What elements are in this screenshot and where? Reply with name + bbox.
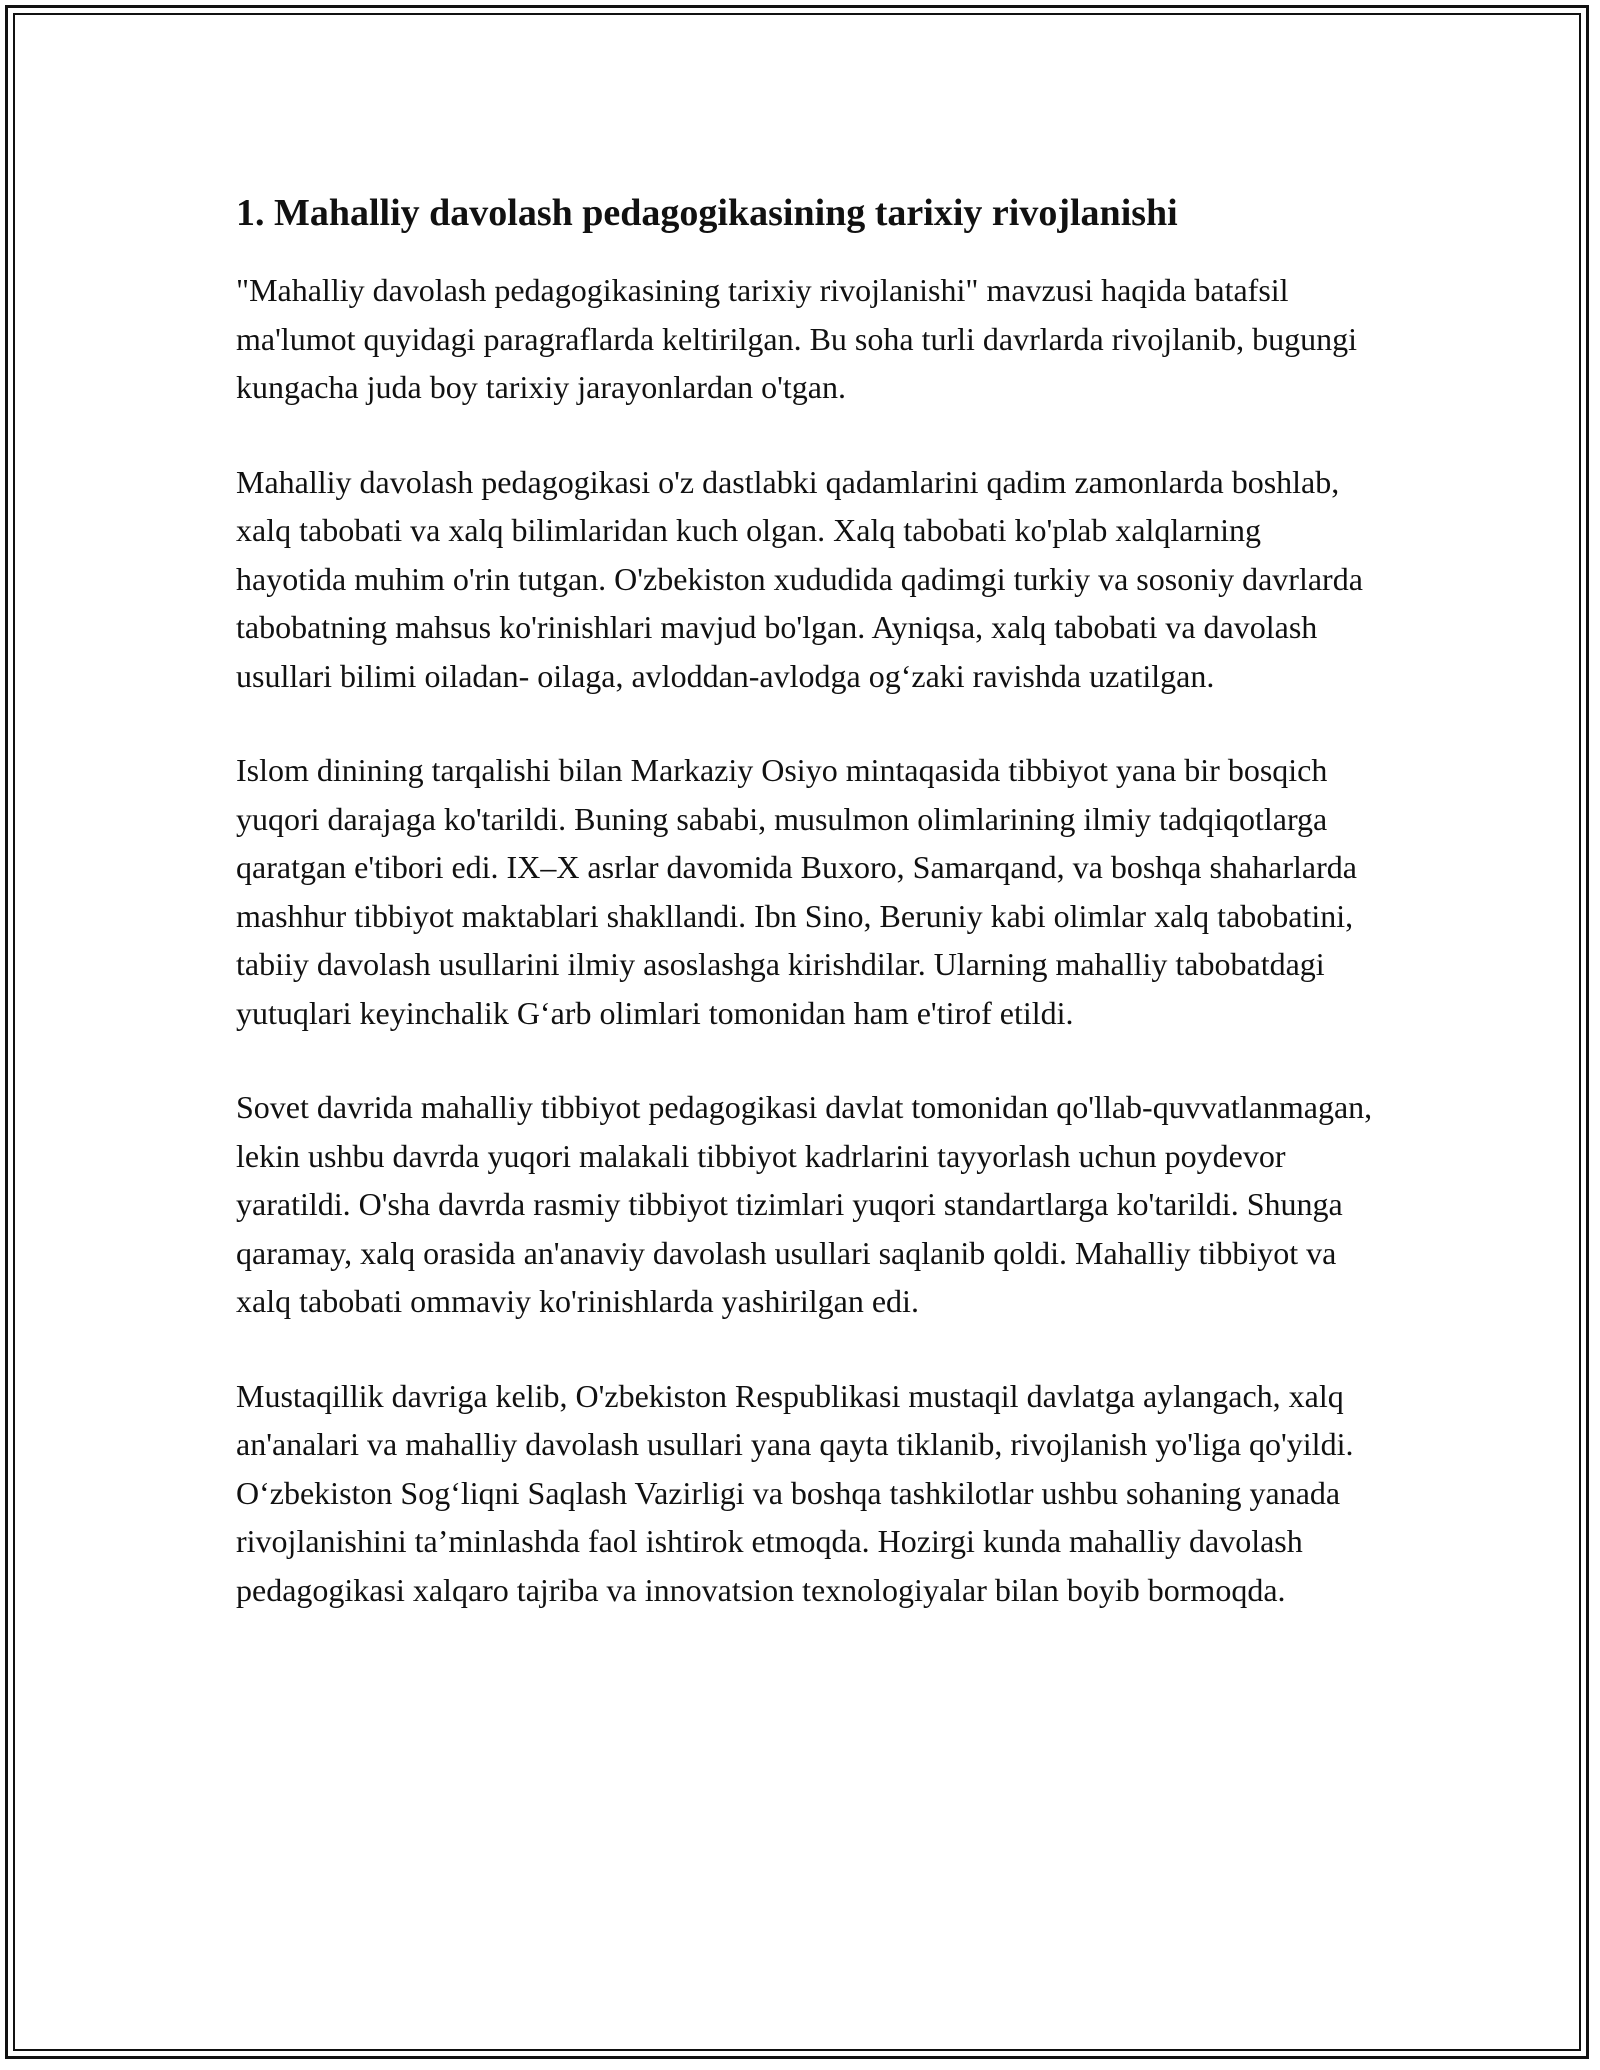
paragraph-intro: "Mahalliy davolash pedagogikasining tarixiy rivojlanishi" mavzusi haqida batafsil ma'lumot quyidagi paragraflarda keltirilgan. Bu soha turli davrlarda rivojlanib, bugungi kungacha juda boy tarixiy jarayonlardan o'tgan. <box>236 272 1358 405</box>
paragraph-soviet-period: Sovet davrida mahalliy tibbiyot pedagogikasi davlat tomonidan qo'llab-quvvatlanmagan, lekin ushbu davrda yuqori malakali tibbiyot kadrlarini tayyorlash uchun poydevor yaratildi. O'sha davrda rasmiy tibbiyot tizimlari yuqori standartlarga ko'tarildi. Shunga qaramay, xalq orasida an'anaviy davolash usullari saqlanib qoldi. Mahalliy tibbiyot va xalq tabobati ommaviy ko'rinishlarda yashirilgan edi. <box>236 1089 1373 1319</box>
paragraph-islamic-period: Islom dinining tarqalishi bilan Markaziy Osiyo mintaqasida tibbiyot yana bir bosqich yuqori darajaga ko'tarildi. Buning sababi, musulmon olimlarining ilmiy tadqiqotlarga qaratgan e'tibori edi. IX–X asrlar davomida Buxoro, Samarqand, va boshqa shaharlarda mashhur tibbiyot maktablari shakllandi. Ibn Sino, Beruniy kabi olimlar xalq tabobatini, tabiiy davolash usullarini ilmiy asoslashga kirishdilar. Ularning mahalliy tabobatdagi yutuqlari keyinchalik G‘arb olimlari tomonidan ham e'tirof etildi. <box>236 752 1357 1031</box>
section-heading: 1. Mahalliy davolash pedagogikasining tarixiy rivojlanishi <box>236 192 1178 234</box>
paragraph-independence-period: Mustaqillik davriga kelib, O'zbekiston Respublikasi mustaqil davlatga aylangach, xalq an'analari va mahalliy davolash usullari yana qayta tiklanib, rivojlanish yo'liga qo'yildi. O‘zbekiston Sog‘liqni Saqlash Vazirligi va boshqa tashkilotlar ushbu sohaning yanada rivojlanishini ta’minlashda faol ishtirok etmoqda. Hozirgi kunda mahalliy davolash pedagogikasi xalqaro tajriba va innovatsion texnologiyalar bilan boyib bormoqda. <box>236 1377 1354 1608</box>
document-body <box>236 186 1376 1660</box>
paragraph-ancient-origins: Mahalliy davolash pedagogikasi o'z dastlabki qadamlarini qadim zamonlarda boshlab, xalq tabobati va xalq bilimlaridan kuch olgan. Xalq tabobati ko'plab xalqlarning hayotida muhim o'rin tutgan. O'zbekiston xududida qadimgi turkiy va sosoniy davrlarda tabobatning mahsus ko'rinishlari mavjud bo'lgan. Ayniqsa, xalq tabobati va davolash usullari bilimi oiladan- oilaga, avloddan-avlodga og‘zaki ravishda uzatilgan. <box>236 463 1363 694</box>
